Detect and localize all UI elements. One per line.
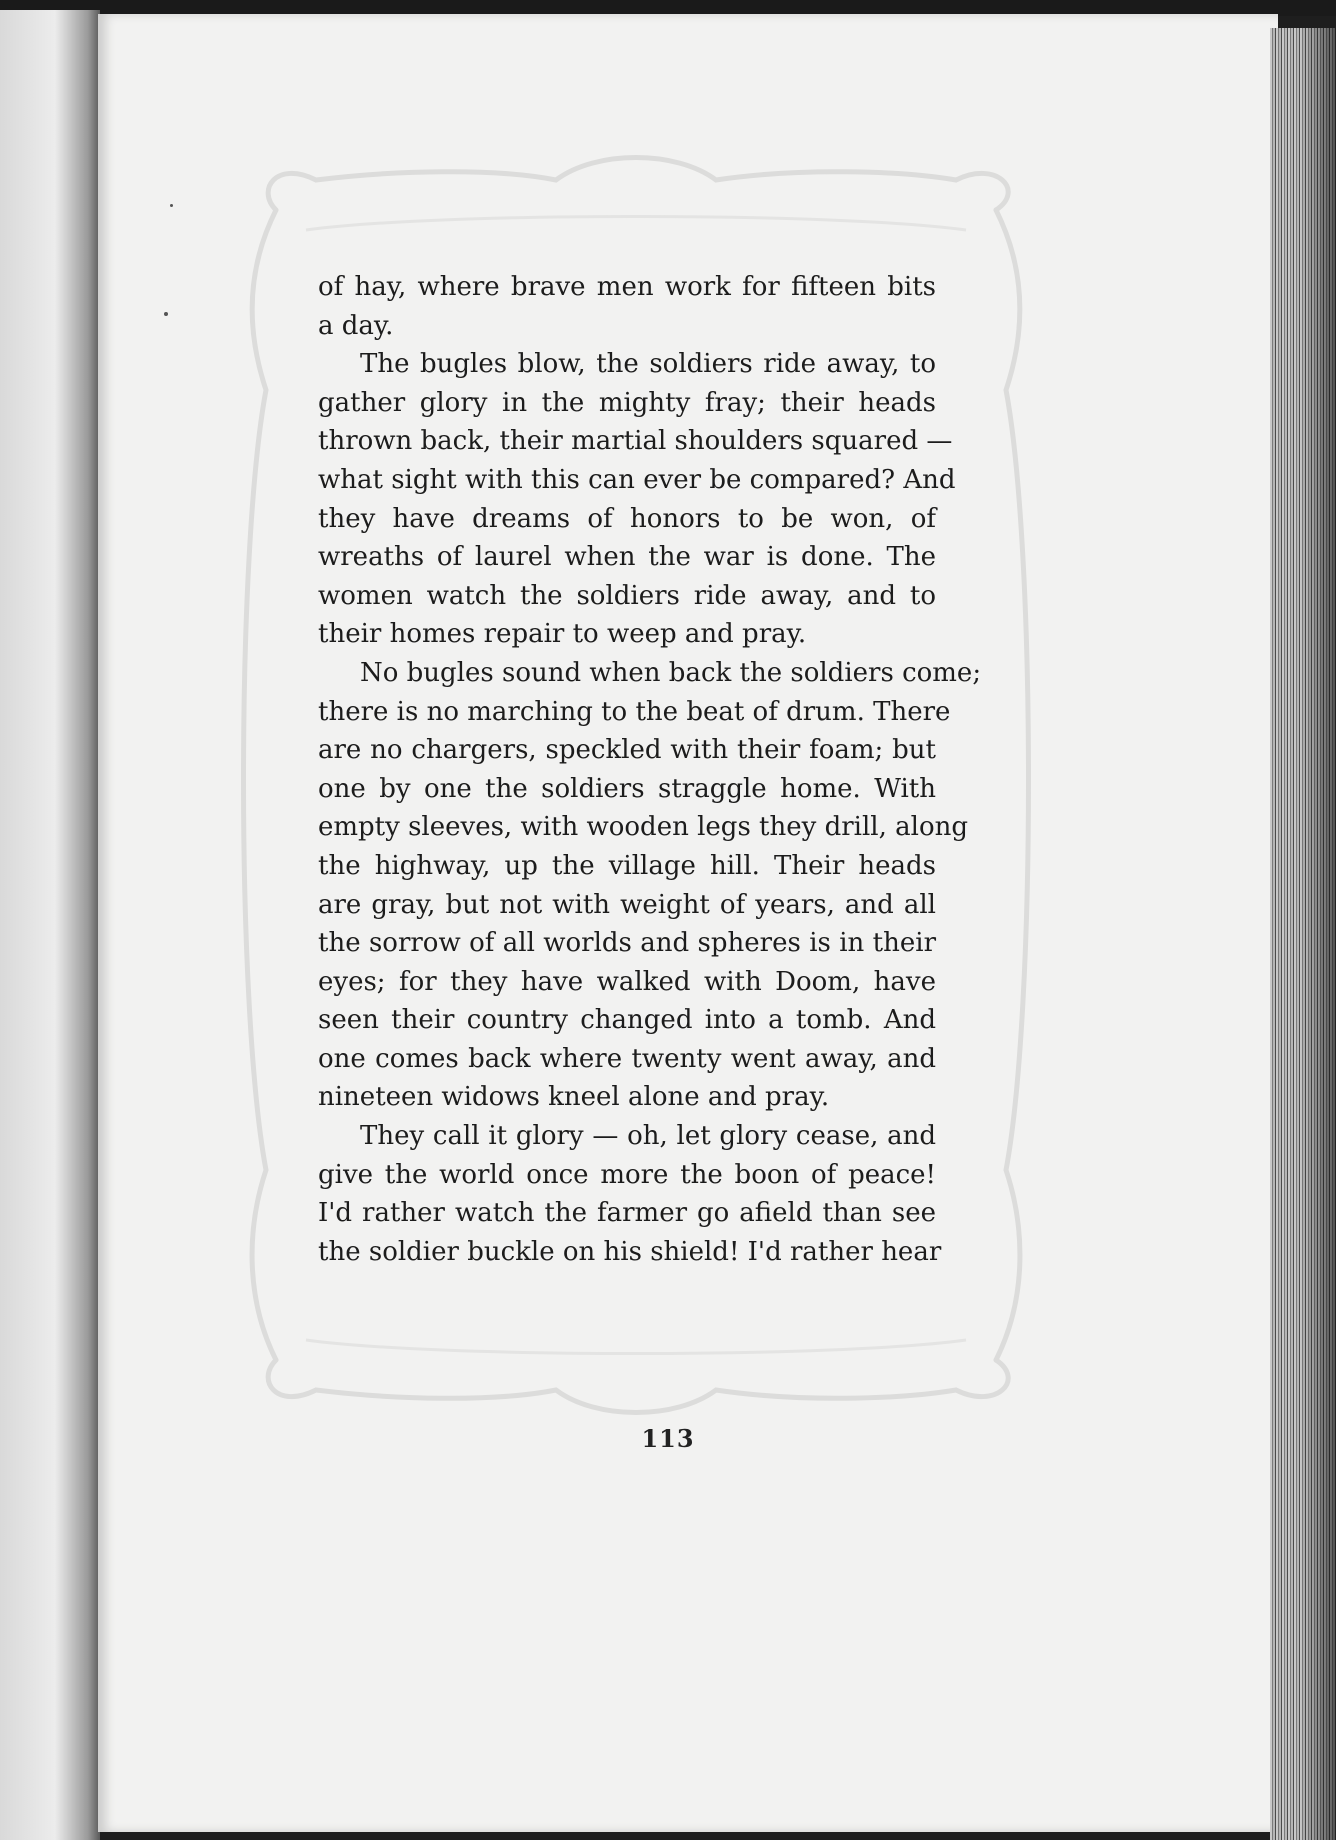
text-line: They call it glory — oh, let glory cease, and <box>360 1121 936 1152</box>
paragraph <box>318 345 956 654</box>
text-line: gather glory in the mighty fray; their heads <box>318 387 936 418</box>
left-facing-page-edge <box>0 10 100 1840</box>
book-edge-shadow <box>1300 28 1336 1840</box>
text-line: empty sleeves, with wooden legs they drill, along <box>318 812 968 843</box>
body-text <box>318 268 982 1271</box>
text-line: No bugles sound when back the soldiers come; <box>360 657 982 688</box>
text-line: a day. <box>318 310 394 341</box>
text-line: the highway, up the village hill. Their heads <box>318 850 936 881</box>
paper-speck <box>164 312 168 316</box>
paragraph <box>318 268 936 345</box>
text-line: what sight with this can ever be compared? And <box>318 464 956 495</box>
text-line: one comes back where twenty went away, and <box>318 1043 936 1074</box>
text-line: are gray, but not with weight of years, and all <box>318 889 936 920</box>
text-line: are no chargers, speckled with their foam; but <box>318 735 936 766</box>
text-line: the soldier buckle on his shield! I'd rather hear <box>318 1236 942 1267</box>
paper-speck <box>170 204 173 207</box>
page-number: 113 <box>641 1424 695 1453</box>
text-line: wreaths of laurel when the war is done. The <box>318 542 936 573</box>
text-line: thrown back, their martial shoulders squared — <box>318 426 953 457</box>
text-line: The bugles blow, the soldiers ride away, to <box>360 349 936 380</box>
text-line: nineteen widows kneel alone and pray. <box>318 1082 830 1113</box>
text-line: eyes; for they have walked with Doom, have <box>318 966 936 997</box>
text-line: give the world once more the boon of peace! <box>318 1159 936 1190</box>
text-line: seen their country changed into a tomb. And <box>318 1005 936 1036</box>
paragraph <box>318 1117 942 1271</box>
text-line: there is no marching to the beat of drum. There <box>318 696 951 727</box>
paragraph <box>318 654 982 1117</box>
text-line: of hay, where brave men work for fifteen bits <box>318 272 936 302</box>
text-line: women watch the soldiers ride away, and to <box>318 580 936 611</box>
text-line: they have dreams of honors to be won, of <box>318 503 936 534</box>
text-line: their homes repair to weep and pray. <box>318 619 807 650</box>
text-line: the sorrow of all worlds and spheres is in their <box>318 928 936 959</box>
text-line: one by one the soldiers straggle home. With <box>318 773 936 804</box>
text-line: I'd rather watch the farmer go afield than see <box>318 1198 936 1229</box>
